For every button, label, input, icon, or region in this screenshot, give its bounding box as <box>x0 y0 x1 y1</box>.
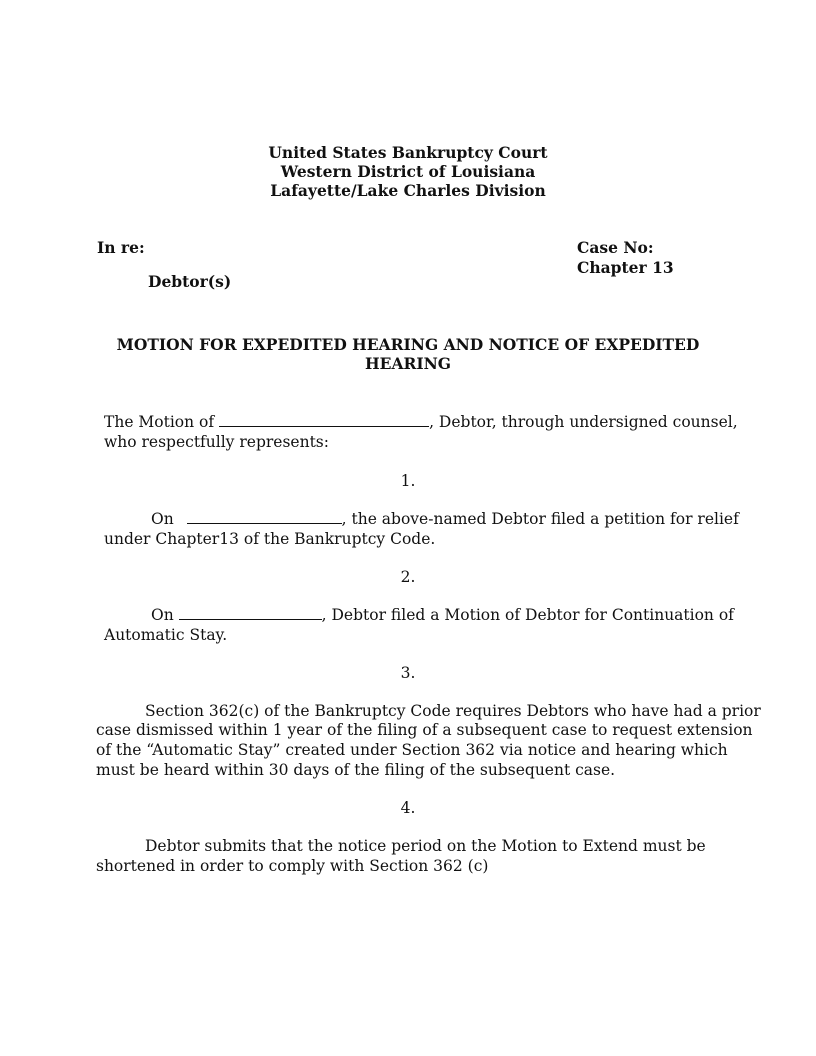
paragraph-3-line1: Section 362(c) of the Bankruptcy Code requires Debtors who have had a prior <box>145 702 761 720</box>
paragraph-2-line1 <box>151 605 734 625</box>
paragraph-4-line1: Debtor submits that the notice period on the Motion to Extend must be <box>145 837 706 855</box>
motion-title-line1: MOTION FOR EXPEDITED HEARING AND NOTICE OF EXPEDITED <box>116 335 700 354</box>
paragraph-3-line2: case dismissed within 1 year of the filing of a subsequent case to request extension <box>96 721 753 739</box>
court-division: Lafayette/Lake Charles Division <box>270 181 546 200</box>
intro-suffix: , Debtor, through undersigned counsel, <box>429 413 738 431</box>
paragraph-2-prefix: On <box>151 606 174 624</box>
paragraph-number: 1. <box>400 472 416 490</box>
debtor-name-blank <box>219 412 429 427</box>
court-name: United States Bankruptcy Court <box>268 143 548 162</box>
paragraph-2-suffix: , Debtor filed a Motion of Debtor for Continuation of <box>321 606 734 624</box>
paragraph-1-suffix: , the above-named Debtor filed a petition for relief <box>341 510 739 528</box>
paragraph-1-line2: under Chapter13 of the Bankruptcy Code. <box>104 530 436 548</box>
paragraph-1-prefix: On <box>151 510 174 528</box>
motion-title <box>90 335 726 373</box>
intro-prefix: The Motion of <box>104 413 215 431</box>
intro-line2: who respectfully represents: <box>104 433 329 451</box>
court-heading <box>0 143 816 200</box>
paragraph-number: 2. <box>400 568 416 586</box>
chapter-label: Chapter 13 <box>577 258 674 277</box>
court-district: Western District of Louisiana <box>280 162 536 181</box>
petition-date-blank <box>187 509 342 524</box>
paragraph-3-line3: of the “Automatic Stay” created under Section 362 via notice and hearing which <box>96 741 728 759</box>
paragraph-number: 4. <box>400 799 416 817</box>
paragraph-number: 3. <box>400 664 416 682</box>
paragraph-2-line2: Automatic Stay. <box>104 626 228 644</box>
intro-line1 <box>104 412 738 432</box>
motion-title-line2: HEARING <box>364 354 452 373</box>
paragraph-4-line2: shortened in order to comply with Section 362 (c) <box>96 857 489 875</box>
in-re-label: In re: <box>97 238 145 257</box>
paragraph-1-line1 <box>151 509 739 529</box>
debtor-label: Debtor(s) <box>148 272 232 291</box>
case-no-label: Case No: <box>577 238 654 257</box>
motion-date-blank <box>179 605 322 620</box>
paragraph-3-line4: must be heard within 30 days of the filing of the subsequent case. <box>96 761 616 779</box>
